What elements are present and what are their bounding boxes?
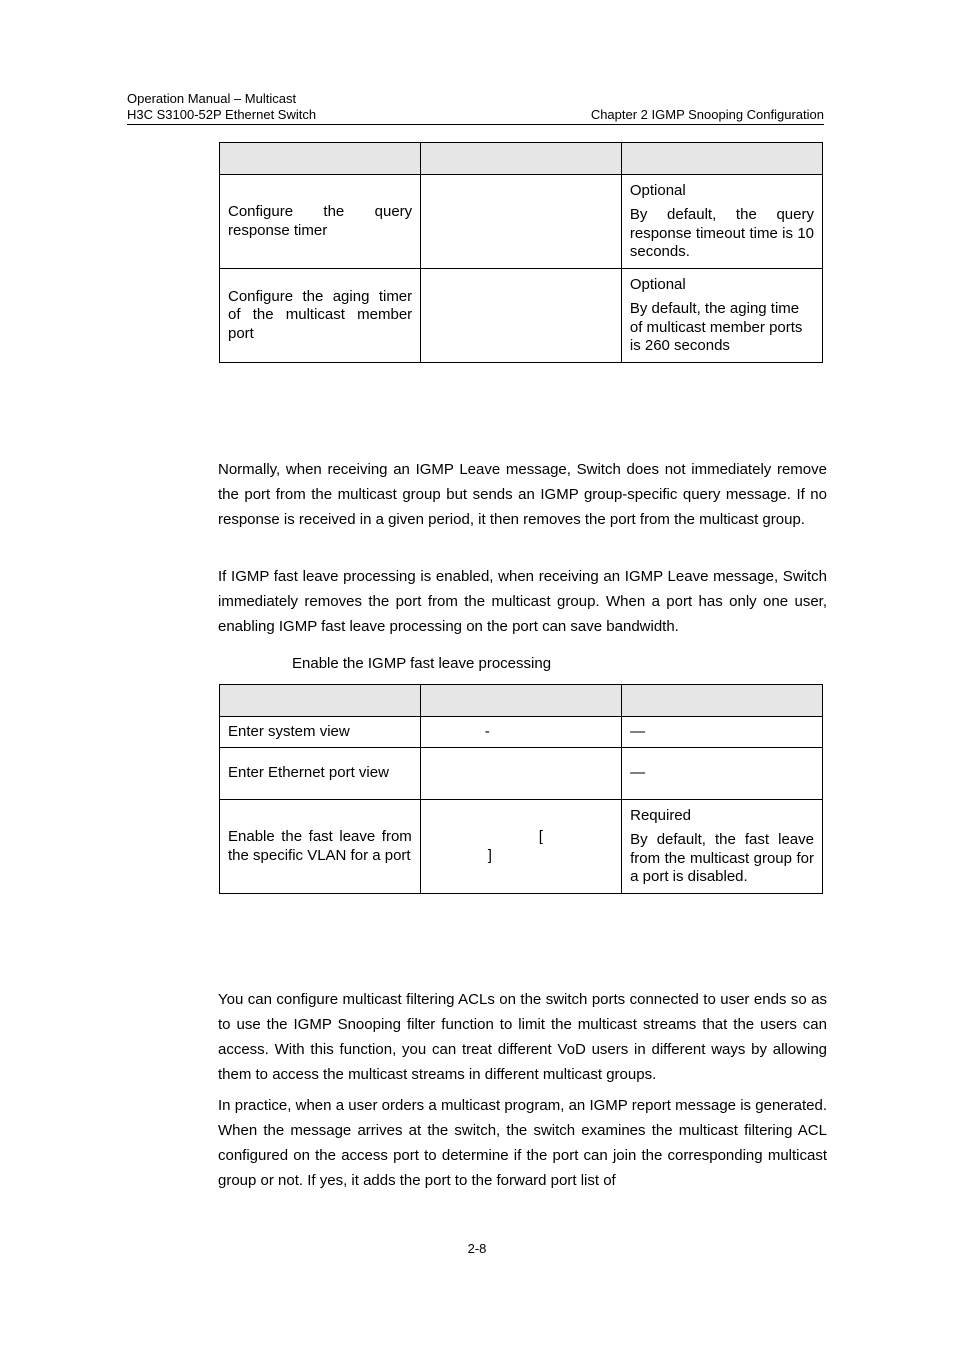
description-tag: Required (630, 806, 691, 824)
operation-cell (220, 748, 421, 800)
table-header-row (220, 143, 823, 175)
filter-paragraph: In practice, when a user orders a multicast program, an IGMP report message is generated. When the message arrives at the switch, the switch examines the multicast filtering ACL configured on the access port to determine if the port can join the corresponding multicast group or not. If yes, it adds the port to the forward port list of (218, 1097, 827, 1189)
fast-leave-paragraph: Normally, when receiving an IGMP Leave message, Switch does not immediately remove the port from the multicast group but sends an IGMP group-specific query message. If no response is received in a given period, it then removes the port from the multicast group. (218, 461, 827, 528)
header-manual-title: Operation Manual – Multicast (127, 91, 297, 106)
operation-cell (220, 269, 421, 363)
fast-leave-table (219, 684, 823, 894)
filter-paragraph: You can configure multicast filtering ACLs on the switch ports connected to user ends so as to use the IGMP Snooping filter function to limit the multicast streams that the users can access. With this function, you can treat different VoD users in different ways by allowing them to access the multicast streams in different multicast groups. (218, 991, 827, 1083)
table-row (220, 800, 823, 894)
fast-leave-paragraph: If IGMP fast leave processing is enabled, when receiving an IGMP Leave message, Switch immediately removes the port from the multicast group. When a port has only one user, enabling IGMP fast leave processing on the port can save bandwidth. (218, 568, 827, 635)
command-text: - (484, 722, 490, 740)
header-product: H3C S3100-52P Ethernet Switch (127, 107, 317, 122)
header-cell (621, 143, 822, 175)
header-chapter: Chapter 2 IGMP Snooping Configuration (590, 107, 824, 122)
header-cell (420, 685, 621, 717)
description-text: — (630, 722, 646, 740)
query-timer-table (219, 142, 823, 363)
command-cell (421, 175, 622, 269)
operation-text: Enter Ethernet port view (228, 764, 389, 782)
header-cell (421, 143, 622, 175)
table-row (220, 717, 823, 748)
operation-text: Enter system view (228, 722, 350, 740)
description-text: — (630, 764, 646, 782)
operation-cell (220, 175, 421, 269)
description-cell (622, 748, 823, 800)
description-cell (621, 175, 822, 269)
operation-text: Configure the query response timer (228, 203, 413, 239)
description-tag: Optional (629, 181, 686, 199)
command-cell (421, 269, 622, 363)
header-cell (622, 685, 823, 717)
description-cell (622, 800, 823, 894)
command-bracket-open: [ (538, 828, 543, 845)
operation-cell (220, 800, 421, 894)
header-cell (220, 685, 421, 717)
operation-text: Enable the fast leave from the specific VLAN for a port (228, 828, 412, 864)
description-tag: Optional (629, 275, 686, 293)
page-number: 2-8 (467, 1241, 487, 1256)
command-cell (420, 748, 621, 800)
header-cell (220, 143, 421, 175)
command-bracket-close: ] (487, 846, 492, 864)
table-row (220, 269, 823, 363)
description-text: By default, the query response timeout time is 10 seconds. (629, 206, 814, 260)
table-row (220, 748, 823, 800)
operation-text: Configure the aging timer of the multicast member port (228, 287, 413, 342)
header-rule (127, 124, 824, 125)
command-cell (420, 800, 621, 894)
table-caption: Enable the IGMP fast leave processing (292, 655, 552, 672)
description-cell (622, 717, 823, 748)
description-text: By default, the aging time of multicast member ports is 260 seconds (629, 300, 803, 354)
description-text: By default, the fast leave from the multicast group for a port is disabled. (630, 831, 814, 885)
description-cell (621, 269, 822, 363)
operation-cell (220, 717, 421, 748)
table-header-row (220, 685, 823, 717)
command-cell (420, 717, 621, 748)
table-row (220, 175, 823, 269)
page-header (127, 91, 824, 123)
